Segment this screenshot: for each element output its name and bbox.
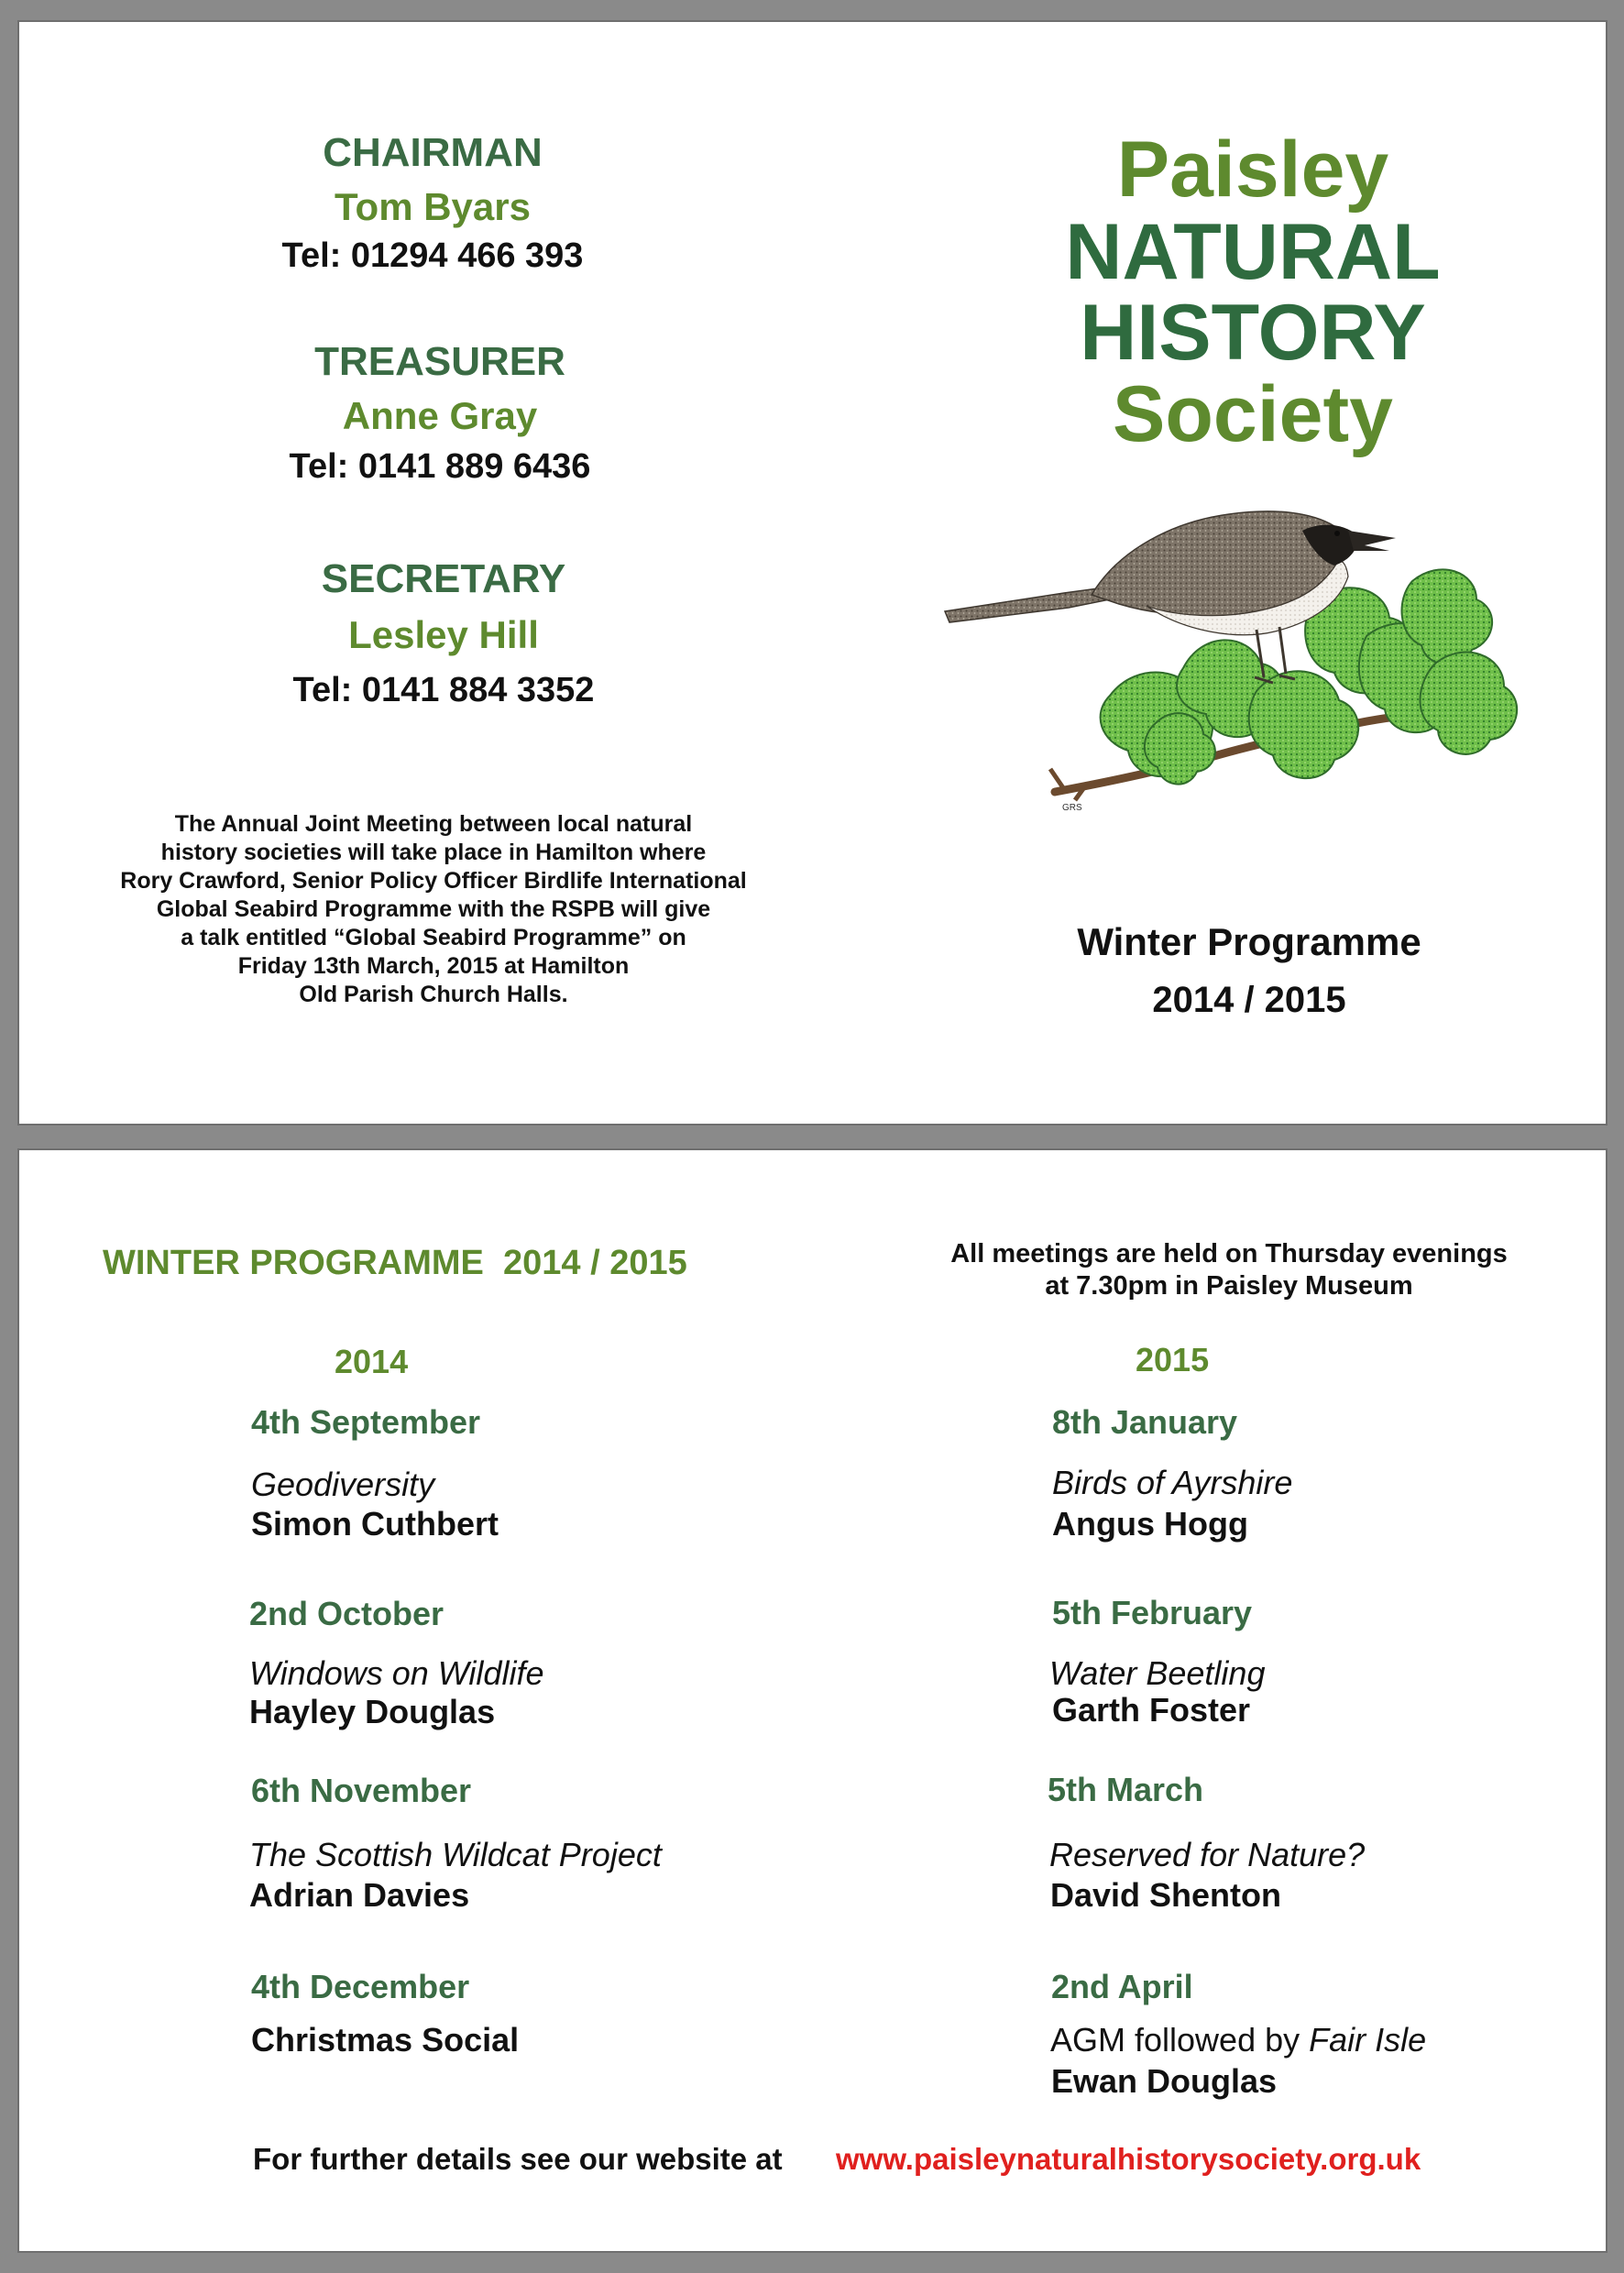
website-link[interactable]: www.paisleynaturalhistorysociety.org.uk (836, 2142, 1421, 2176)
event-talk: Fair Isle (1309, 2021, 1427, 2059)
society-title-society: Society (1113, 370, 1393, 458)
society-title-natural: NATURAL (1065, 208, 1441, 296)
note-line: Global Seabird Programme with the RSPB will give (156, 896, 711, 922)
event-date: 5th March (1048, 1771, 1204, 1808)
officer-role-treasurer: TREASURER (314, 339, 565, 384)
society-title-history: HISTORY (1080, 289, 1426, 377)
note-line: history societies will take place in Hamilton where (160, 840, 707, 865)
event-talk-prefix: AGM followed by (1050, 2021, 1310, 2059)
note-line: Rory Crawford, Senior Policy Officer Birdlife International (120, 868, 747, 894)
event-date: 2nd April (1051, 1968, 1193, 2005)
event-date: 4th September (251, 1403, 481, 1441)
cover-title: Winter Programme (1077, 920, 1421, 963)
event-speaker: Simon Cuthbert (251, 1505, 499, 1543)
note-line: Friday 13th March, 2015 at Hamilton (237, 953, 630, 979)
event-talk-agm (1050, 2021, 1426, 2059)
event-talk: Windows on Wildlife (249, 1654, 544, 1692)
society-title-paisley: Paisley (1116, 126, 1389, 214)
event-talk: The Scottish Wildcat Project (249, 1836, 662, 1873)
event-date: 8th January (1052, 1403, 1238, 1441)
officer-name-chairman: Tom Byars (335, 185, 531, 228)
event-date: 5th February (1052, 1594, 1253, 1631)
event-speaker: Ewan Douglas (1051, 2062, 1278, 2100)
cover-years: 2014 / 2015 (1152, 980, 1346, 1020)
programme-panel (17, 1148, 1608, 2253)
officer-role-chairman: CHAIRMAN (323, 130, 543, 175)
year-heading-2014: 2014 (335, 1343, 409, 1380)
event-talk: Geodiversity (251, 1466, 435, 1503)
note-line: Old Parish Church Halls. (299, 982, 568, 1007)
note-line: a talk entitled “Global Seabird Programme” on (181, 925, 686, 950)
event-speaker: David Shenton (1050, 1876, 1282, 1914)
event-speaker: Angus Hogg (1052, 1505, 1248, 1543)
event-speaker: Garth Foster (1052, 1691, 1251, 1729)
event-speaker: Hayley Douglas (249, 1693, 496, 1730)
note-line: The Annual Joint Meeting between local natural (174, 811, 693, 837)
event-date: 2nd October (249, 1595, 444, 1632)
event-talk: Reserved for Nature? (1049, 1836, 1366, 1873)
officer-name-secretary: Lesley Hill (348, 613, 539, 656)
officer-tel-secretary: Tel: 0141 884 3352 (292, 671, 595, 709)
officer-name-treasurer: Anne Gray (342, 394, 538, 437)
meetings-intro-line2: at 7.30pm in Paisley Museum (1045, 1271, 1413, 1301)
officer-role-secretary: SECRETARY (321, 556, 566, 601)
cover-panel (17, 20, 1608, 1126)
illustrator-initials: GRS (1062, 803, 1082, 813)
event-speaker: Adrian Davies (249, 1876, 470, 1914)
bird-on-branch-illustration (927, 494, 1531, 847)
event-talk: Water Beetling (1049, 1654, 1266, 1692)
event-speaker: Christmas Social (251, 2021, 520, 2059)
event-date: 6th November (251, 1772, 472, 1809)
programme-heading: WINTER PROGRAMME 2014 / 2015 (103, 1244, 687, 1282)
event-talk: Birds of Ayrshire (1052, 1464, 1293, 1501)
officer-tel-chairman: Tel: 01294 466 393 (281, 236, 584, 275)
meetings-intro-line1: All meetings are held on Thursday evenings (950, 1239, 1508, 1268)
annual-meeting-note (85, 810, 782, 1009)
footer-text: For further details see our website at (253, 2142, 783, 2176)
year-heading-2015: 2015 (1136, 1341, 1210, 1378)
officer-tel-treasurer: Tel: 0141 889 6436 (289, 447, 591, 486)
event-date: 4th December (251, 1968, 470, 2005)
